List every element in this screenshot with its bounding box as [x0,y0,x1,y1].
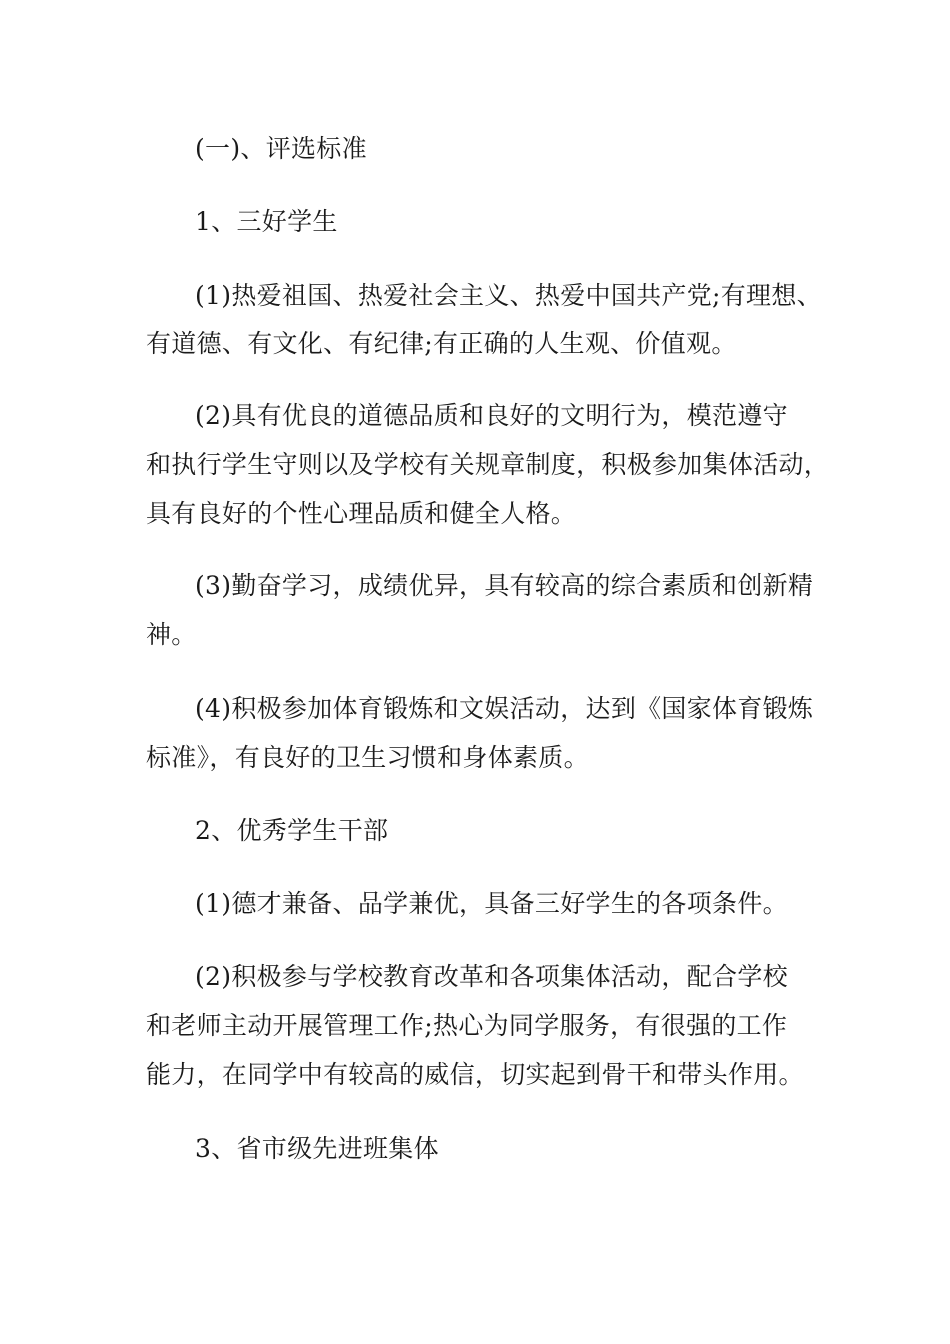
paragraph-line: 标准》，有良好的卫生习惯和身体素质。 [146,743,589,772]
paragraph-line: 和老师主动开展管理工作;热心为同学服务，有很强的工作 [146,1011,788,1040]
section-heading: (一)、评选标准 [195,134,367,163]
paragraph-line: 神。 [146,620,197,649]
paragraph-line: (4)积极参加体育锻炼和文娱活动，达到《国家体育锻炼 [195,694,814,723]
paragraph-line: (3)勤奋学习，成绩优异，具有较高的综合素质和创新精 [195,571,814,600]
paragraph-line: 具有良好的个性心理品质和健全人格。 [146,499,577,528]
paragraph-line: (1)热爱祖国、热爱社会主义、热爱中国共产党;有理想、 [195,281,822,310]
paragraph-line: (2)具有优良的道德品质和良好的文明行为，模范遵守 [195,401,788,430]
subheading-excellent-cadres: 2、优秀学生干部 [195,816,389,845]
paragraph-line: 有道德、有文化、有纪律;有正确的人生观、价值观。 [146,329,737,358]
subheading-three-good-students: 1、三好学生 [195,207,338,236]
paragraph-line: (2)积极参与学校教育改革和各项集体活动，配合学校 [195,962,788,991]
subheading-advanced-class: 3、省市级先进班集体 [195,1134,439,1163]
paragraph-line: 和执行学生守则以及学校有关规章制度，积极参加集体活动， [146,450,830,479]
paragraph-line: (1)德才兼备、品学兼优，具备三好学生的各项条件。 [195,889,788,918]
paragraph-line: 能力，在同学中有较高的威信，切实起到骨干和带头作用。 [146,1060,804,1089]
